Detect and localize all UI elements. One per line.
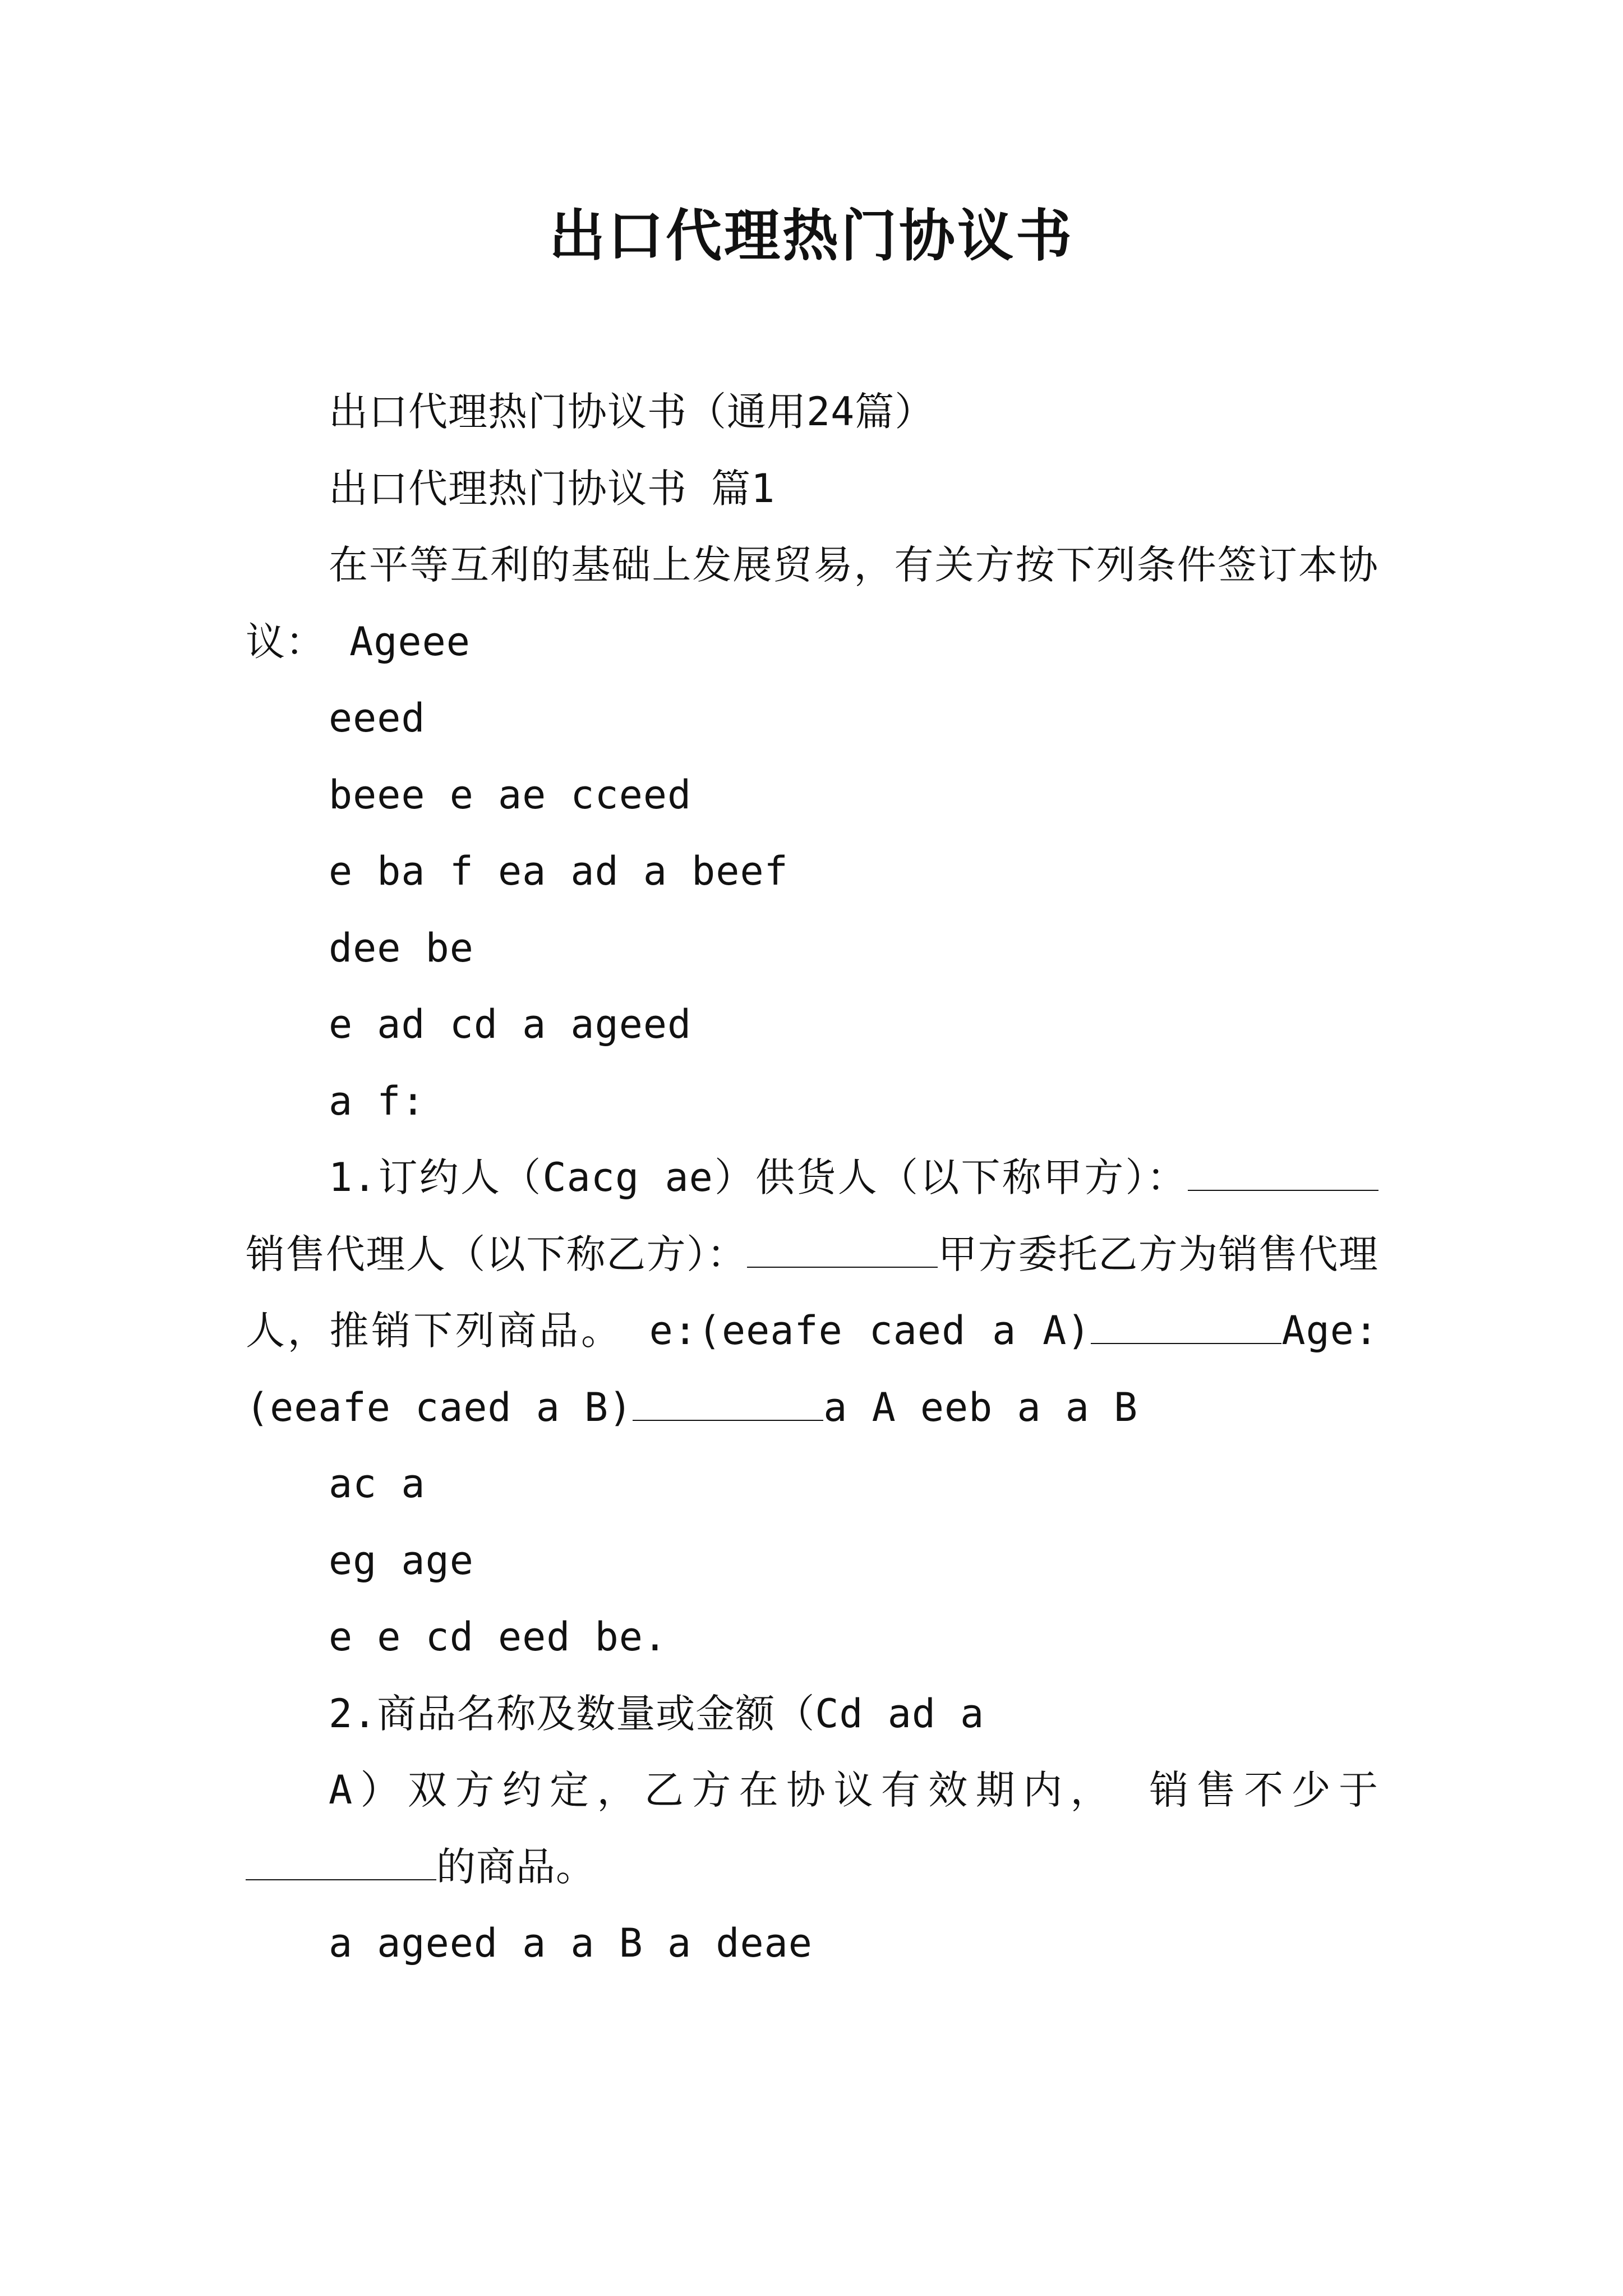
- paragraph-line: ac a: [329, 1461, 426, 1507]
- parties-text-start: 1.订约人（Cacg ae）供货人（以下称甲方）：: [329, 1154, 1188, 1200]
- paragraph-line: e ad cd a ageed: [329, 1001, 692, 1047]
- party-b-blank: [633, 1386, 823, 1421]
- paragraph-contract-parties: [246, 1139, 1378, 1446]
- paragraph-line: e ba f ea ad a beef: [329, 848, 789, 894]
- parties-text-age: Age:(eeafe caed a B): [246, 1308, 1378, 1430]
- paragraph-sales-quota: [246, 1752, 1378, 1905]
- paragraph-line: eg age: [329, 1537, 474, 1584]
- paragraph-subtitle: 出口代理热门协议书（通用24篇）: [329, 389, 935, 435]
- quota-text: A）双方约定，乙方在协议有效期内， 销售不少于: [329, 1767, 1378, 1813]
- parties-text-end: a A eeb a a B: [823, 1384, 1138, 1430]
- quota-text-end: 的商品。: [436, 1843, 596, 1890]
- paragraph-line: beee e ae cceed: [329, 771, 692, 818]
- document-title: 出口代理热门协议书: [549, 203, 1074, 269]
- quota-blank: [246, 1846, 436, 1880]
- paragraph-line: a ageed a a B a deae: [329, 1920, 813, 1966]
- paragraph-intro: 在平等互利的基础上发展贸易，有关方按下列条件签订本协议： Ageee: [246, 542, 1378, 665]
- parties-text-entrust: 甲方委托乙方为销售代理人，推销下列商品。 e:(eeafe caed a A): [246, 1231, 1379, 1354]
- parties-text-agent: 销售代理人（以下称乙方）：: [246, 1231, 747, 1277]
- paragraph-line: a f:: [329, 1078, 426, 1124]
- supplier-blank: [1188, 1156, 1378, 1191]
- document-body: [246, 374, 1378, 1982]
- party-a-blank: [1091, 1309, 1281, 1344]
- paragraph-line: eeed: [329, 695, 426, 741]
- paragraph-goods-heading: 2.商品名称及数量或金额（Cd ad a: [329, 1690, 985, 1737]
- paragraph-line: dee be: [329, 924, 474, 971]
- paragraph-section-heading: 出口代理热门协议书 篇1: [329, 465, 776, 512]
- agent-blank: [747, 1233, 938, 1268]
- paragraph-line: e e cd eed be.: [329, 1614, 668, 1660]
